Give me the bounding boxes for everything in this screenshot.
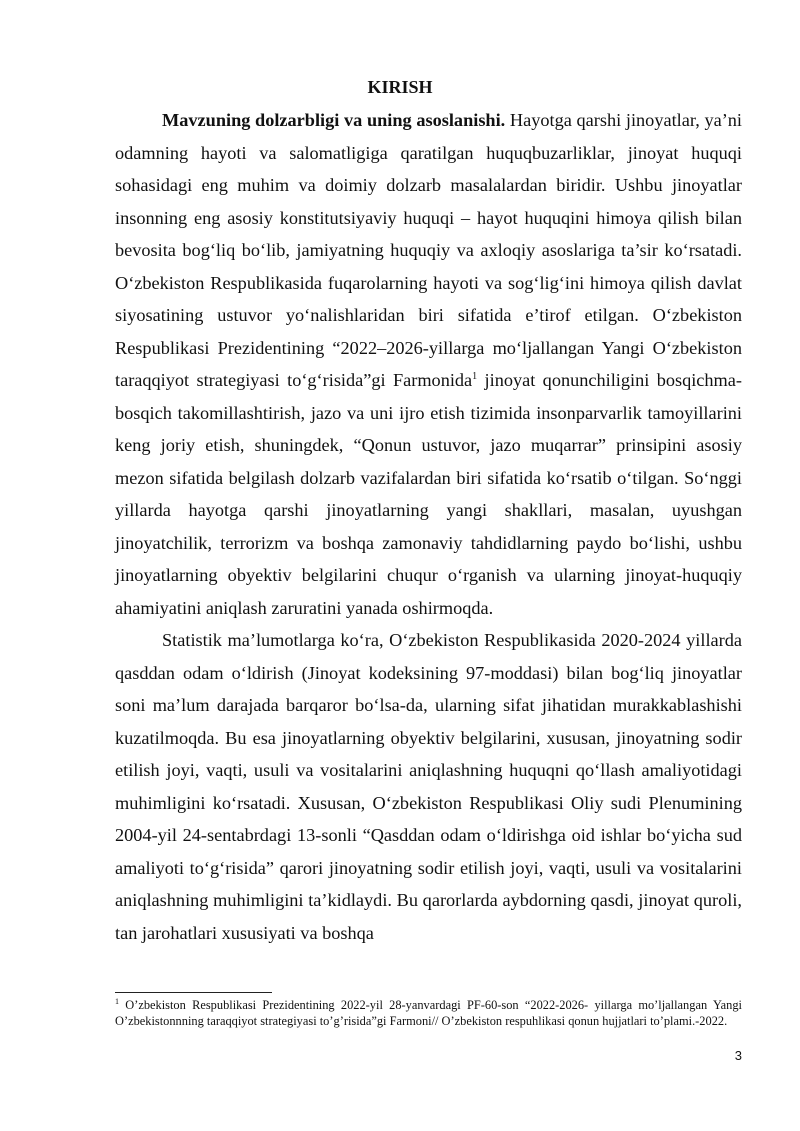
footnote-reference[interactable]: 1 [472, 370, 478, 382]
body-text [115, 104, 742, 949]
paragraph-statistics [115, 624, 742, 949]
footnote-separator [115, 992, 272, 993]
footnote [115, 998, 742, 1029]
footnote-marker: 1 [115, 996, 119, 1006]
footnote-text: O’zbekiston Respublikasi Prezidentining 2022-yil 28-yanvardagi PF-60-son “2022-2026- yillarga mo’ljallangan Yangi O’zbekistonnning taraqqiyot strategiyasi to’g’risida”gi Farmoni// O’zbekiston respuhlikasi qonun hujjatlari to’plami.-2022. [115, 998, 742, 1028]
page-number: 3 [734, 1048, 742, 1063]
paragraph-text: Hayotga qarshi jinoyatlar, ya’ni odamning hayoti va salomatligiga qaratilgan huquqbuzarliklar, jinoyat huquqi sohasidagi eng muhim va doimiy dolzarb masalalardan biridir. Ushbu jinoyatlar insonning eng asosiy konstitutsiyaviy huquqi – hayot huquqini himoya qilish bilan bevosita bog‘liq bo‘lib, jamiyatning huquqiy va axloqiy asoslariga ta’sir ko‘rsatadi. O‘zbekiston Respublikasida fuqarolarning hayoti va sog‘lig‘ini himoya qilish davlat siyosatining ustuvor yo‘nalishlaridan biri sifatida e’tirof etilgan. O‘zbekiston Respublikasi Prezidentining “2022–2026-yillarga mo‘ljallangan Yangi O‘zbekiston taraqqiyot strategiyasi to‘g‘risida”gi Farmonida [115, 110, 742, 390]
paragraph-relevance [115, 104, 742, 624]
paragraph-lead: Mavzuning dolzarbligi va uning asoslanishi. [162, 110, 506, 130]
section-title: KIRISH [367, 77, 433, 97]
paragraph-text: Statistik ma’lumotlarga ko‘ra, O‘zbekiston Respublikasida 2020-2024 yillarda qasddan odam o‘ldirish (Jinoyat kodeksining 97-moddasi) bilan bog‘liq jinoyatlar soni ma’lum darajada barqaror bo‘lsa-da, ularning sifat jihatidan murakkablashishi kuzatilmoqda. Bu esa jinoyatlarning obyektiv belgilarini, xususan, jinoyatning sodir etilish joyi, vaqti, usuli va vositalarini aniqlashning huquqni qo‘llash amaliyotidagi muhimligini ko‘rsatadi. Xususan, O‘zbekiston Respublikasi Oliy sudi Plenumining 2004-yil 24-sentabrdagi 13-sonli “Qasddan odam o‘ldirishga oid ishlar bo‘yicha sud amaliyoti to‘g‘risida” qarori jinoyatning sodir etilish joyi, vaqti, usuli va vositalarini aniqlashning muhimligini ta’kidlaydi. Bu qarorlarda aybdorning qasdi, jinoyat quroli, tan jarohatlari xususiyati va boshqa [115, 630, 742, 943]
paragraph-text: jinoyat qonunchiligini bosqichma-bosqich takomillashtirish, jazo va uni ijro etish tizimida insonparvarlik tamoyillarini keng joriy etish, shuningdek, “Qonun ustuvor, jazo muqarrar” prinsipini asosiy mezon sifatida belgilash dolzarb vazifalardan biri sifatida ko‘rsatib o‘tilgan. So‘nggi yillarda hayotga qarshi jinoyatlarning yangi shakllari, masalan, uyushgan jinoyatchilik, terrorizm va boshqa zamonaviy tahdidlarning paydo bo‘lishi, ushbu jinoyatlarning obyektiv belgilarini chuqur o‘rganish va ularning jinoyat-huquqiy ahamiyatini aniqlash zaruratini yanada oshirmoqda. [115, 370, 742, 618]
